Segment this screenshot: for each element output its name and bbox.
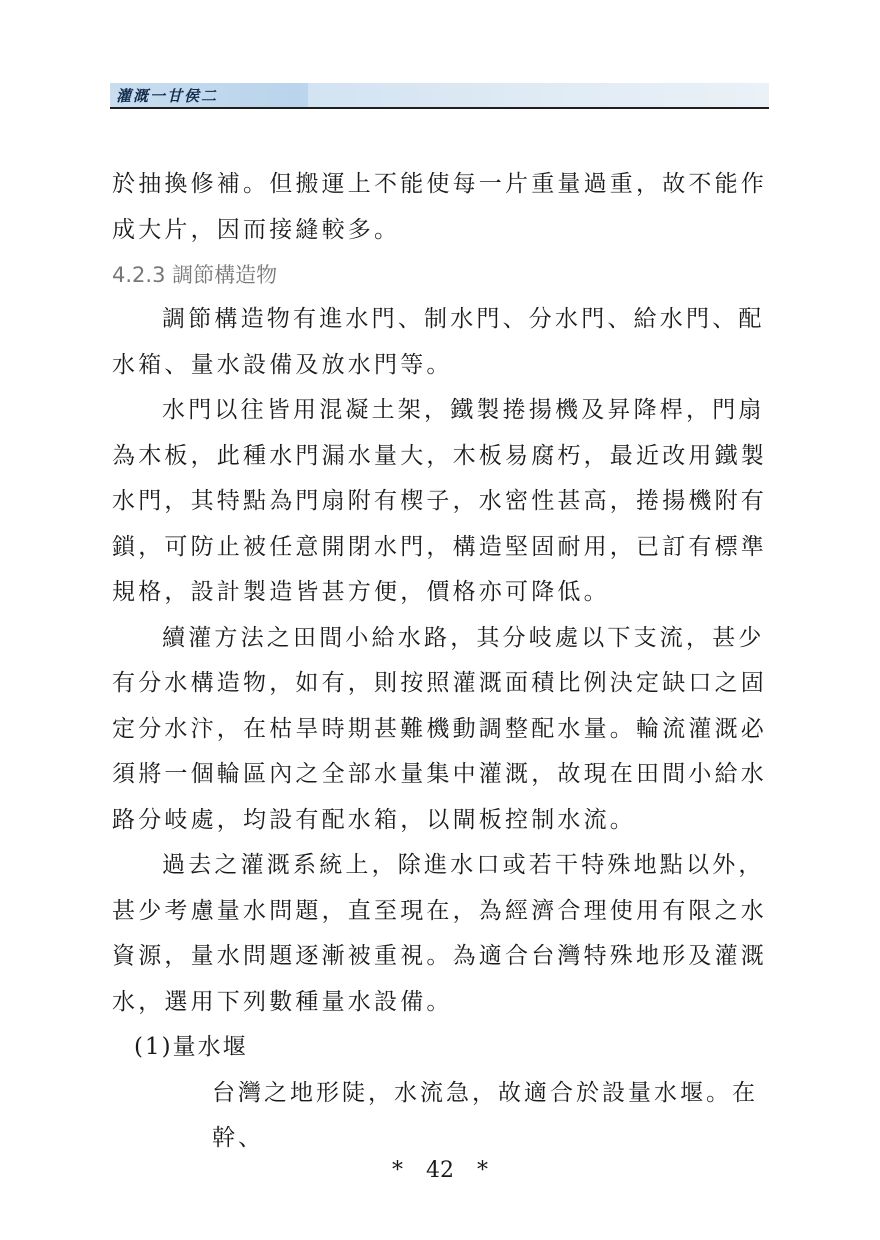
paragraph: 台灣之地形陡，水流急，故適合於設量水堰。在幹、 [212, 1079, 758, 1151]
sub-heading: (1)量水堰 [134, 1034, 248, 1060]
paragraph-continued: 於抽換修補。但搬運上不能使每一片重量過重，故不能作成大片，因而接縫較多。 [112, 171, 767, 243]
header-band-light [308, 83, 769, 107]
page-footer [0, 1158, 880, 1183]
paragraph: 過去之灌溉系統上，除進水口或若干特殊地點以外，甚少考慮量水問題，直至現在，為經濟合理使用有限之水資源，量水問題逐漸被重視。為適合台灣特殊地形及灌溉水，選用下列數種量水設備。 [112, 852, 767, 1015]
paragraph: 續灌方法之田間小給水路，其分岐處以下支流，甚少有分水構造物，如有，則按照灌溉面積比例決定缺口之固定分水汴，在枯旱時期甚難機動調整配水量。輪流灌溉必須將一個輪區內之全部水量集中灌溉，故現在田間小給水路分岐處，均設有配水箱，以閘板控制水流。 [112, 624, 767, 833]
page-number: 42 [426, 1158, 454, 1183]
paragraph: 水門以往皆用混凝土架，鐵製捲揚機及昇降桿，門扇為木板，此種水門漏水量大，木板易腐朽，最近改用鐵製水門，其特點為門扇附有楔子，水密性甚高，捲揚機附有鎖，可防止被任意開閉水門，構造堅固耐用，已訂有標準規格，設計製造皆甚方便，價格亦可降低。 [112, 397, 767, 605]
running-title: 灌溉一甘侯二 [116, 87, 219, 105]
page-body [112, 162, 772, 1162]
footer-star-right: * [477, 1158, 488, 1183]
header-rule [110, 107, 769, 109]
footer-star-left: * [392, 1158, 403, 1183]
section-heading: 4.2.3 調節構造物 [112, 263, 278, 287]
paragraph: 調節構造物有進水門、制水門、分水門、給水門、配水箱、量水設備及放水門等。 [112, 306, 765, 378]
